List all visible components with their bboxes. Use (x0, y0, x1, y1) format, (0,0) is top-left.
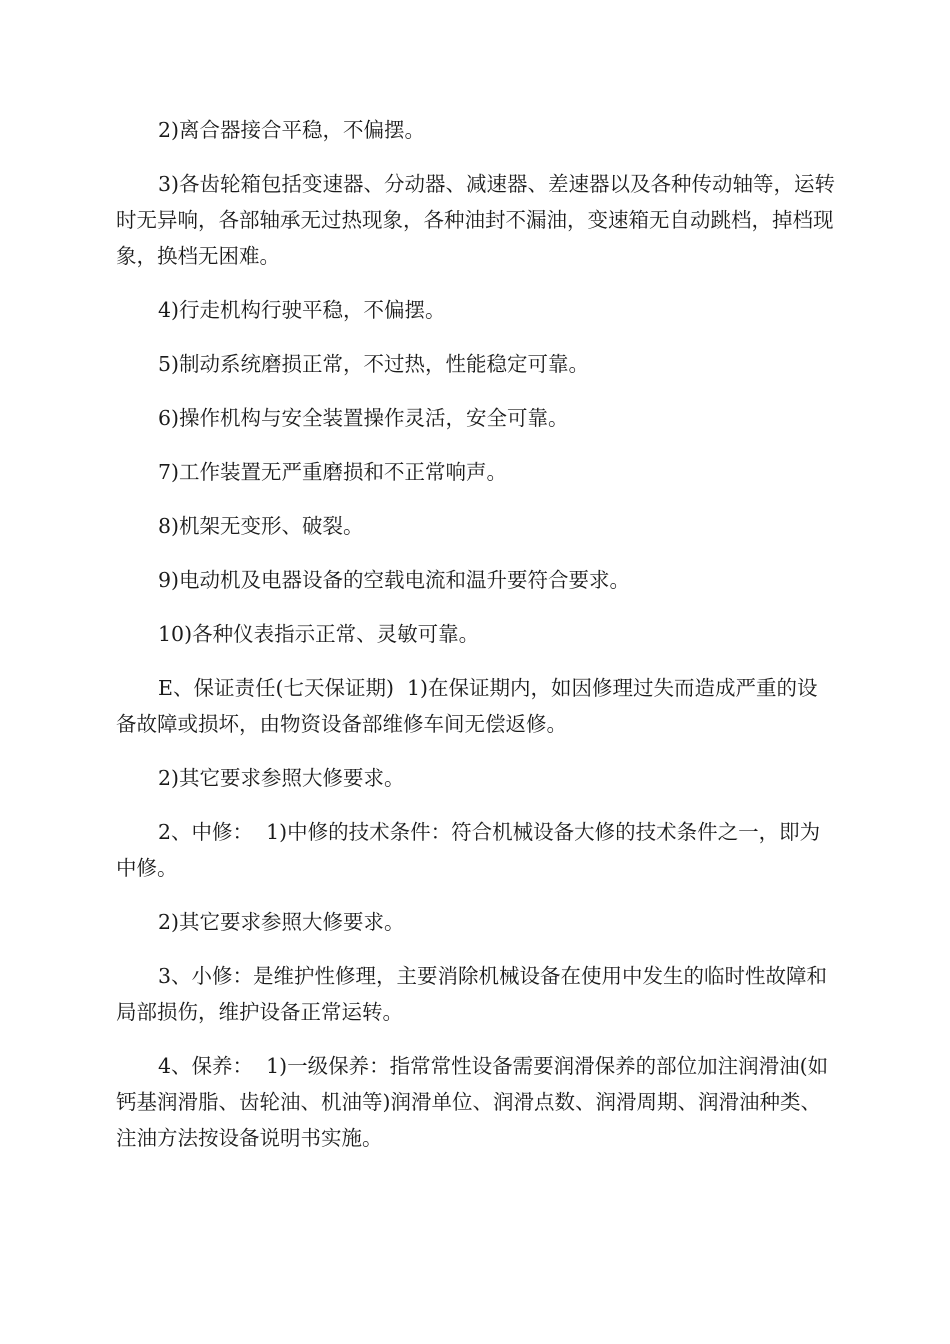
paragraph-travel-mechanism: 4)行走机构行驶平稳，不偏摆。 (158, 298, 446, 322)
paragraph-gearbox: 3)各齿轮箱包括变速器、分动器、减速器、差速器以及各种传动轴等，运转时无异响，各部轴承无过热现象，各种油封不漏油，变速箱无自动跳档，掉档现象，换档无困难。 (116, 172, 836, 268)
paragraph-clutch: 2)离合器接合平稳，不偏摆。 (158, 118, 426, 142)
paragraph-other-requirements-2: 2)其它要求参照大修要求。 (158, 910, 405, 934)
paragraph-brake-system: 5)制动系统磨损正常，不过热，性能稳定可靠。 (158, 352, 590, 376)
paragraph-maintenance: 4、保养： 1)一级保养：指常常性设备需要润滑保养的部位加注润滑油(如钙基润滑脂、齿轮油、机油等)润滑单位、润滑点数、润滑周期、润滑油种类、注油方法按设备说明书实施。 (116, 1054, 829, 1150)
paragraph-motor: 9)电动机及电器设备的空载电流和温升要符合要求。 (158, 568, 631, 592)
document-page (116, 112, 836, 1174)
paragraph-other-requirements-1: 2)其它要求参照大修要求。 (158, 766, 405, 790)
paragraph-warranty: E、保证责任(七天保证期) 1)在保证期内，如因修理过失而造成严重的设备故障或损坏，由物资设备部维修车间无偿返修。 (116, 676, 818, 736)
paragraph-working-device: 7)工作装置无严重磨损和不正常响声。 (158, 460, 508, 484)
paragraph-operating-mechanism: 6)操作机构与安全装置操作灵活，安全可靠。 (158, 406, 569, 430)
paragraph-instruments: 10)各种仪表指示正常、灵敏可靠。 (158, 622, 480, 646)
paragraph-minor-repair: 3、小修：是维护性修理，主要消除机械设备在使用中发生的临时性故障和局部损伤，维护设备正常运转。 (116, 964, 828, 1024)
paragraph-medium-repair: 2、中修： 1)中修的技术条件：符合机械设备大修的技术条件之一，即为中修。 (116, 820, 821, 880)
paragraph-frame: 8)机架无变形、破裂。 (158, 514, 364, 538)
